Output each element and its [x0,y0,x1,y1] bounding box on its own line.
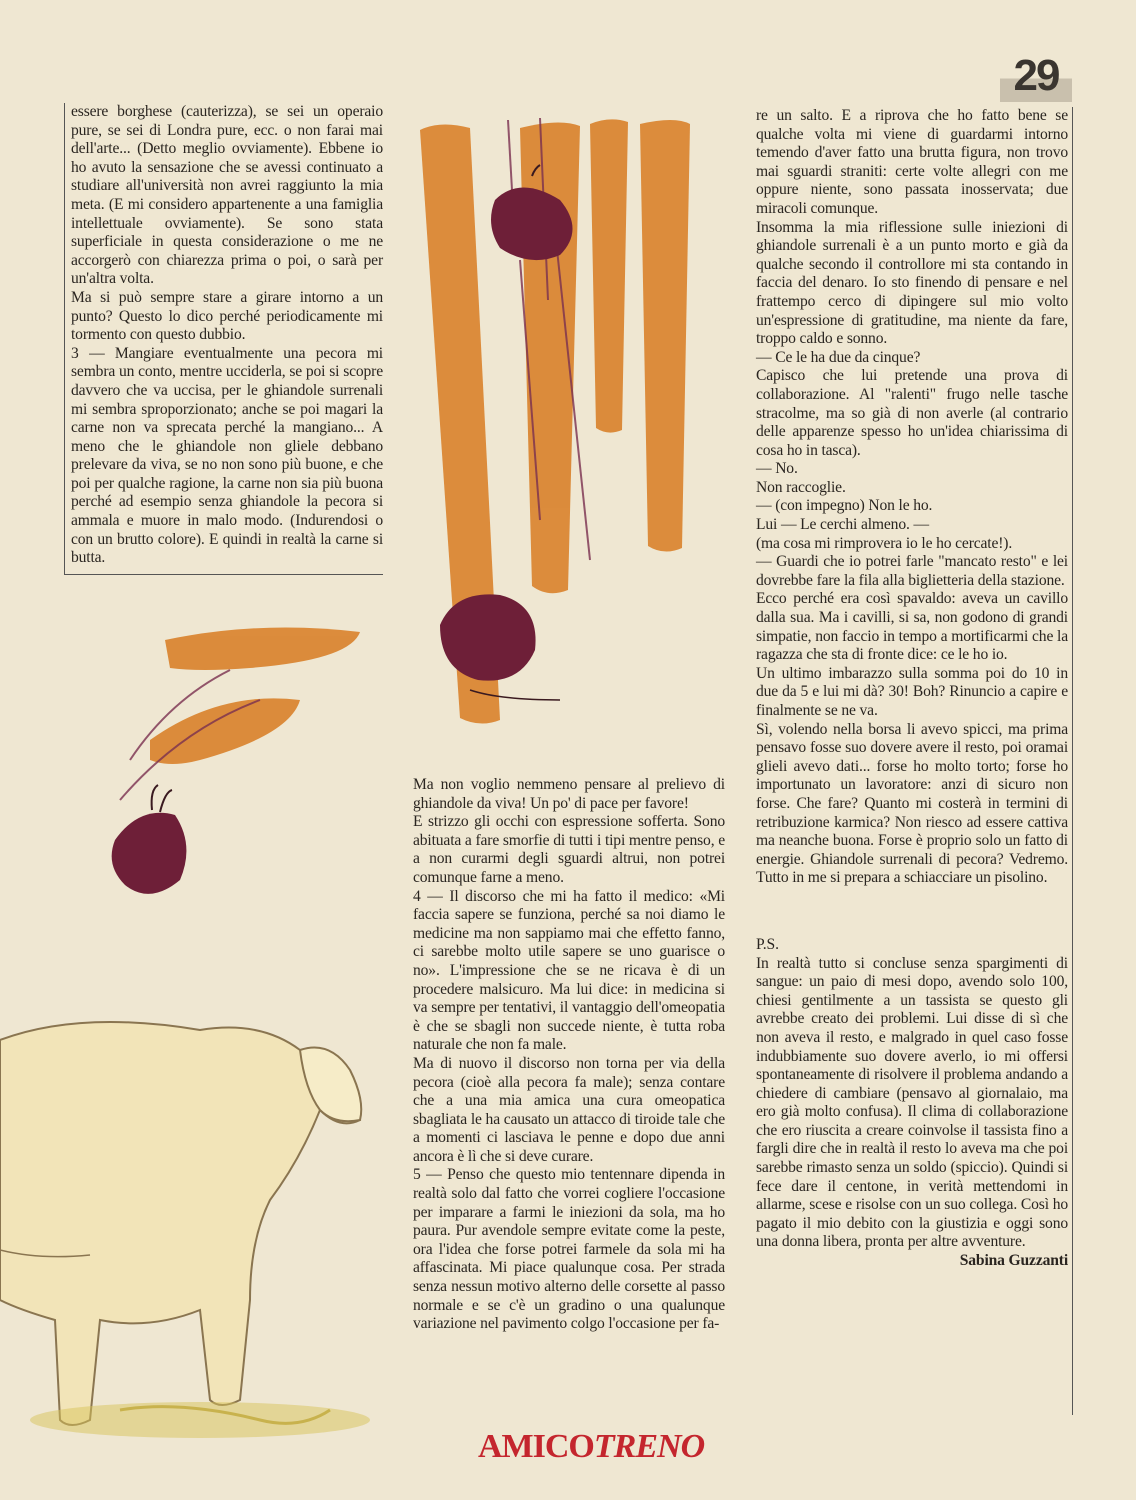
article-column-3 [756,107,1073,1415]
dialogue-line: — No. [756,460,798,478]
fruit-left [112,785,187,894]
paragraph: Insomma la mia riflessione sulle iniezioni di ghiandole surrenali è a un punto morto e già da qualche secondo il controllore mi sta contando in faccia del denaro. Io sto finendo di pensare e nel frattempo cerco di dipingere sul mio volto un'espressione di gratitudine, ma niente da fare, troppo caldo e sonno. [756,218,1068,348]
ps-label: P.S. [756,935,779,953]
paragraph: (ma cosa mi rimprovera io le ho cercate!). [756,534,1013,552]
paragraph: Ma di nuovo il discorso non torna per via della pecora (cioè alla pecora fa male); senza contare che a una mia amica una cura omeopatica sbagliata le ha causato un attacco di tiroide tale che a momenti ci lasciava le penne e dopo due anni ancora è lì che si deve curare. [413,1054,725,1165]
dialogue-line: — (con impegno) Non le ho. [756,497,933,515]
paragraph: Ecco perché era così spavaldo: aveva un cavillo dalla sua. Ma i cavilli, si sa, non godono di grandi simpatie, non faccio in tempo a mortificarmi che la ragazza che sta di fronte dice: ce le ho io. [756,590,1068,664]
dialogue-line: Lui — Le cerchi almeno. — [756,516,929,534]
paragraph: 3 — Mangiare eventualmente una pecora mi sembra un conto, mentre ucciderla, se poi si scopre davvero che va uccisa, per le ghiandole surrenali mi sembra sproporzionato; anche se poi magari la carne non va sprecata perché la mangiano... A meno che le ghiandole non gliele debbano prelevare da viva, se no non sono più buone, e che poi per qualche ragione, la carne non sia più buona perché ad esempio senza ghiandole la pecora si ammala e muore in malo modo. (Indurendosi o con un brutto colore). E quindi in realtà la carne si butta. [71,344,383,567]
dialogue-line: — Ce le ha due da cinque? [756,348,921,366]
paragraph: re un salto. E a riprova che ho fatto bene se qualche volta mi viene di guardarmi intorno temendo d'aver fatto una brutta figura, non trovo mai sguardi straniti: certe volte allegri con me oppure niente, sono passata inosservata; due miracoli comunque. [756,107,1068,217]
article-column-1 [64,103,383,575]
page-number: 29 [1000,50,1072,102]
logo-part-2: TRENO [593,1428,705,1465]
author-signature: Sabina Guzzanti [959,1252,1068,1270]
paragraph: essere borghese (cauterizza), se sei un operaio pure, se sei di Londra pure, ecc. o non farai mai dell'arte... (Detto meglio ovviamente). Ebbene io ho avuto la sensazione che se avessi continuato a studiare all'università non avrei raggiunto la mia meta. (E mi considero appartenente a una famiglia intellettuale ovviamente). Se sono stata superficiale in questa considerazione o me ne accorgerò con chiarezza prima o poi, o sarà per un'altra volta. [71,103,383,288]
paragraph: Non raccoglie. [756,478,846,496]
sheep-illustration [0,1000,380,1460]
article-column-2 [413,776,725,1334]
paragraph: Un ultimo imbarazzo sulla somma poi do 10 in due da 5 e lui mi dà? 30! Boh? Rinuncio a capire e finalmente se ne va. [756,664,1068,719]
logo-part-1: AMICO [478,1428,594,1465]
paragraph: 4 — Il discorso che mi ha fatto il medico: «Mi faccia sapere se funziona, perché sa noi diamo le medicine ma non sappiamo mai che effetto fanno, ci sarebbe molto utile sapere se uno guarisce o no». L'impressione che se ne ricava è di un procedere malsicuro. Ma lui dice: in medicina si va sempre per tentativi, il vantaggio dell'omeopatia è che se sbagli non succede niente, è tutta roba naturale che non fa male. [413,887,725,1054]
paragraph: E strizzo gli occhi con espressione sofferta. Sono abituata a fare smorfie di tutti i tipi mentre penso, e a non curarmi degli sguardi altrui, non potrei comunque farne a meno. [413,813,725,886]
ps-text: In realtà tutto si concluse senza spargimenti di sangue: un paio di mesi dopo, avendo solo 100, chiesi gentilmente a un tassista se questo gli avrebbe creato dei problemi. Lui disse di sì che non aveva il resto, e malgrado in quel caso fosse indubbiamente suo dovere averlo, io mi offersi spontaneamente di risolvere il problema andando a chiedere di cambiare (pensavo al giornalaio, ma ero già molto confusa). Il clima di collaborazione che ero riuscita a creare coinvolse il tassista fino a fargli dire che in realtà il resto lo aveva ma che poi sarebbe rimasto senza un soldo (spiccio). Quindi si fece dare il centone, in verità mettendomi in allarme, scese e risolse con un suo collega. Così ho pagato il mio debito con la giustizia e oggi sono una donna libera, pronta per altre avventure. [756,954,1068,1251]
dialogue-line: — Guardi che io potrei farle "mancato resto" e lei dovrebbe fare la fila alla biglietteria della stazione. [756,553,1068,589]
paragraph: Sì, volendo nella borsa li avevo spicci, ma prima pensavo fosse suo dovere avere il resto, poi oramai glieli avevo dati... forse ho molto torto; forse ho importunato un lavoratore: anzi di sicuro non forse. Che fare? Quanto mi costerà in termini di retribuzione karmica? Non riesco ad essere cattiva ma neanche buona. Forse è proprio solo un fatto di energie. Ghiandole surrenali di pecora? Vedremo. Tutto in me si prepara a schiacciare un pisolino. [756,720,1068,887]
paragraph: Ma non voglio nemmeno pensare al prelievo di ghiandole da viva! Un po' di pace per favore! [413,776,725,812]
magazine-logo [478,1428,705,1468]
paragraph: 5 — Penso che questo mio tentennare dipenda in realtà solo dal fatto che vorrei cogliere l'occasione per imparare a farmi le iniezioni da sola, ma ho paura. Pur avendole sempre evitate come la peste, ora l'idea che forse potrei farmele da sola mi ha affascinata. Mi piace qualunque cosa. Per strada senza nessun motivo alterno delle corsette al passo normale e se c'è un gradino o una qualunque variazione nel pavimento colgo l'occasione per fa- [413,1166,725,1333]
paragraph: Capisco che lui pretende una prova di collaborazione. Al "ralenti" frugo nelle tasche stracolme, ma so già di non averle (al contrario delle apparenze spesso ho un'idea chiarissima di cosa ho in tasca). [756,367,1068,459]
paragraph: Ma si può sempre stare a girare intorno a un punto? Questo lo dico perché periodicamente mi tormento con questo dubbio. [71,288,383,344]
